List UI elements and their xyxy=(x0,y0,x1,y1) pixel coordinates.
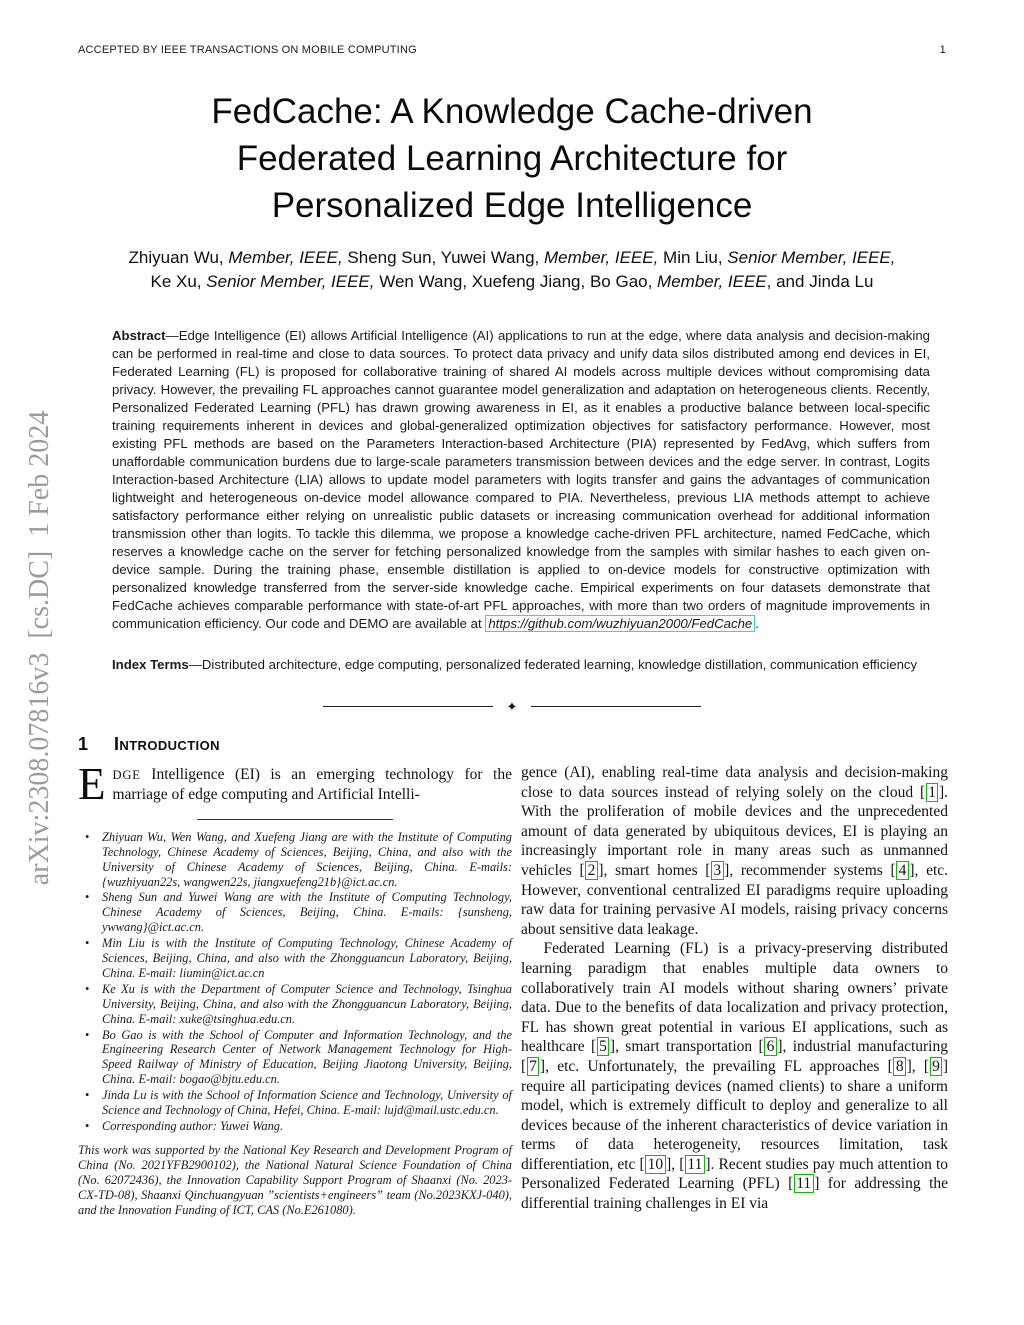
footnote-item: • Zhiyuan Wu, Wen Wang, and Xuefeng Jiang are with the Institute of Computing Technology, Chinese Academy of Sciences, Beijing, China, and also with the University of Chinese Academy of Sciences, Beijing, China. E-mails: {wuzhiyuan22s, wangwen22s, jiangxuefeng21b}@ict.ac.cn. xyxy=(78,830,512,890)
section-title: Introduction xyxy=(114,734,220,754)
paper-title-line2: Federated Learning Architecture for xyxy=(236,139,788,178)
citation-link[interactable]: 7 xyxy=(527,1057,540,1076)
diamond-icon: ✦ xyxy=(506,699,518,714)
footnote-item: • Corresponding author: Yuwei Wang. xyxy=(78,1119,512,1134)
body-paragraph: Federated Learning (FL) is a privacy-preserving distributed learning paradigm that enables multiple data owners to collaboratively train AI models without sharing owners’ private data. Due to the benefits of data localization and privacy protection, FL has shown great potential in various EI applications, such as healthcare [ 5 ], smart transportation [ 6 ], industrial manufacturing [ 7 ], etc. Unfortunately, the prevailing FL approaches [ 8 ], [ 9 ] require all participating devices (named clients) to share a uniform model, which is extremely difficult to deploy and generalize to all devices because of the inherent characteristics of device variation in terms of data heterogeneity, resources limitation, task differentiation, etc [ 10 ], [ 11 ]. Recent studies pay much attention to Personalized Federated Learning (PFL) [ 11 ] for addressing the differential training challenges in EI via xyxy=(521,940,948,1213)
footnote-item: • Ke Xu is with the Department of Computer Science and Technology, Tsinghua University, Beijing, China, and also with the Zhongguancun Laboratory, Beijing, China. E-mail: xuke@tsinghua.edu.cn. xyxy=(78,982,512,1027)
left-column xyxy=(78,735,512,1217)
authors-line1: Zhiyuan Wu, Member, IEEE, Sheng Sun, Yuwei Wang, Member, IEEE, Min Liu, Senior Member, IEEE, xyxy=(128,248,896,267)
italic-text: Member, IEEE, xyxy=(228,248,343,267)
section-heading-introduction xyxy=(78,735,512,755)
citation-link[interactable]: 9 xyxy=(930,1057,943,1076)
citation-link[interactable]: 2 xyxy=(585,861,598,880)
github-link[interactable]: https://github.com/wuzhiyuan2000/FedCache xyxy=(485,615,755,632)
citation-link[interactable]: 1 xyxy=(926,783,939,802)
paper-title xyxy=(0,88,1024,229)
footnote-item: • Sheng Sun and Yuwei Wang are with the Institute of Computing Technology, Chinese Academy of Sciences, Beijing, China. E-mails: {sunsheng, ywwang}@ict.ac.cn. xyxy=(78,890,512,935)
lead-smallcaps: DGE xyxy=(112,767,141,782)
body-paragraph: gence (AI), enabling real-time data analysis and decision-making close to data sources instead of relying solely on the cloud [ 1 ]. With the proliferation of mobile devices and the unprecedented amount of data generated by ubiquitous devices, EI is playing an increasingly important role in many areas such as unmanned vehicles [ 2 ], smart homes [ 3 ], recommender systems [ 4 ], etc. However, conventional centralized EI paradigms require uploading raw data for training pervasive AI models, raising privacy concerns about sensitive data leakage. xyxy=(521,764,949,938)
section-divider xyxy=(0,700,1024,713)
abstract xyxy=(112,327,930,633)
abstract-text: —Edge Intelligence (EI) allows Artificial Intelligence (AI) applications to run at the edge, where data analysis and decision-making can be performed in real-time and close to data sources. To protect data privacy and unify data silos distributed among end devices in EI, Federated Learning (FL) is proposed for collaborative training of shared AI models across multiple devices without compromising data privacy. However, the prevailing FL approaches cannot guarantee model generalization and adaptation on heterogeneous clients. Recently, Personalized Federated Learning (PFL) has drawn growing awareness in EI, as it enables a productive balance between local-specific training requirements inherent in devices and global-generalized optimization objectives for satisfactory performance. However, most existing PFL methods are based on the Parameters Interaction-based Architecture (PIA) represented by FedAvg, which suffers from unaffordable communication burdens due to large-scale parameters transmission between devices and the edge server. In contrast, Logits Interaction-based Architecture (LIA) allows to update model parameters with logits transfer and gains the advantages of communication lightweight and heterogeneous on-device model allowance compared to PIA. Nevertheless, previous LIA methods attempt to achieve satisfactory performance either relying on unrealistic public datasets or increasing communication overhead for additional information transmission other than logits. To tackle this dilemma, we propose a knowledge cache-driven PFL architecture, named FedCache, which reserves a knowledge cache on the server for fetching personalized knowledge from the samples with similar hashes to each given on-device sample. During the training phase, ensemble distillation is applied to on-device models for constructive optimization with personalized knowledge transferred from the server-side knowledge cache. Empirical experiments on four datasets demonstrate that FedCache achieves comparable performance with state-of-art PFL approaches, with more than two orders of magnitude improvements in communication efficiency. Our code and DEMO are available at https://github.com/wuzhiyuan2000/FedCache . xyxy=(112,328,930,631)
page-header xyxy=(78,44,946,56)
citation-link[interactable]: 3 xyxy=(711,861,724,880)
footnote-item: • Bo Gao is with the School of Computer and Information Technology, and the Engineering Research Center of Network Management Technology for High-Speed Railway of Ministry of Education, Beijing Jiaotong University, Beijing, China. E-mail: bogao@bjtu.edu.cn. xyxy=(78,1028,512,1088)
divider-rule-left xyxy=(323,706,493,707)
paper-title-line3: Personalized Edge Intelligence xyxy=(271,186,753,225)
citation-link[interactable]: 4 xyxy=(896,861,909,880)
section-number: 1 xyxy=(78,734,89,754)
index-terms-text: —Distributed architecture, edge computing, personalized federated learning, knowledge distillation, communication efficiency xyxy=(188,657,918,672)
citation-link[interactable]: 10 xyxy=(645,1155,666,1174)
index-terms-label: Index Terms xyxy=(112,657,189,672)
citation-link[interactable]: 8 xyxy=(893,1057,906,1076)
divider-rule-right xyxy=(531,706,701,707)
paper-title-line1: FedCache: A Knowledge Cache-driven xyxy=(211,92,813,131)
arxiv-watermark: arXiv:2308.07816v3 [cs.DC] 1 Feb 2024 xyxy=(24,410,55,886)
italic-text: Member, IEEE, xyxy=(543,248,659,267)
italic-text: Member, IEEE xyxy=(657,272,767,291)
authors-line2: Ke Xu, Senior Member, IEEE, Wen Wang, Xuefeng Jiang, Bo Gao, Member, IEEE, and Jinda Lu xyxy=(150,272,874,291)
funding-note: This work was supported by the National Key Research and Development Program of China (No. 2021YFB2900102), the National Natural Science Foundation of China (No. 62072436), the Innovation Capability Support Program of Shaanxi (No. 2023-CX-TD-08), Shaanxi Qinchuangyuan ”scientists+engineers” team (No.2023KXJ-040), and the Innovation Funding of ICT, CAS (No.E261080). xyxy=(78,1142,512,1217)
italic-text: Senior Member, IEEE, xyxy=(727,248,896,267)
header-journal-note: ACCEPTED BY IEEE TRANSACTIONS ON MOBILE COMPUTING xyxy=(78,44,417,56)
intro-paragraph-text: Intelligence (EI) is an emerging technology for the marriage of edge computing and Artificial Intelli- xyxy=(112,765,512,804)
footnote-item: • Jinda Lu is with the School of Information Science and Technology, University of Science and Technology of China, Hefei, China. E-mail: lujd@mail.ustc.edu.cn. xyxy=(78,1088,512,1118)
footnote-item: • Min Liu is with the Institute of Computing Technology, Chinese Academy of Sciences, Beijing, China, and also with the Zhongguancun Laboratory, Beijing, China. E-mail: liumin@ict.ac.cn xyxy=(78,936,512,981)
citation-link[interactable]: 5 xyxy=(597,1037,610,1056)
right-column xyxy=(521,763,948,1214)
citation-link[interactable]: 11 xyxy=(685,1155,705,1174)
intro-paragraph xyxy=(78,758,512,809)
footnote-rule xyxy=(197,819,393,820)
footnotes-block xyxy=(78,830,512,1218)
page-number: 1 xyxy=(939,44,946,56)
abstract-label: Abstract xyxy=(112,328,166,343)
citation-link[interactable]: 11 xyxy=(794,1174,814,1193)
index-terms xyxy=(112,656,930,674)
citation-link[interactable]: 6 xyxy=(764,1037,777,1056)
authors-block xyxy=(0,246,1024,294)
dropcap: E xyxy=(78,758,106,809)
italic-text: Senior Member, IEEE, xyxy=(206,272,375,291)
